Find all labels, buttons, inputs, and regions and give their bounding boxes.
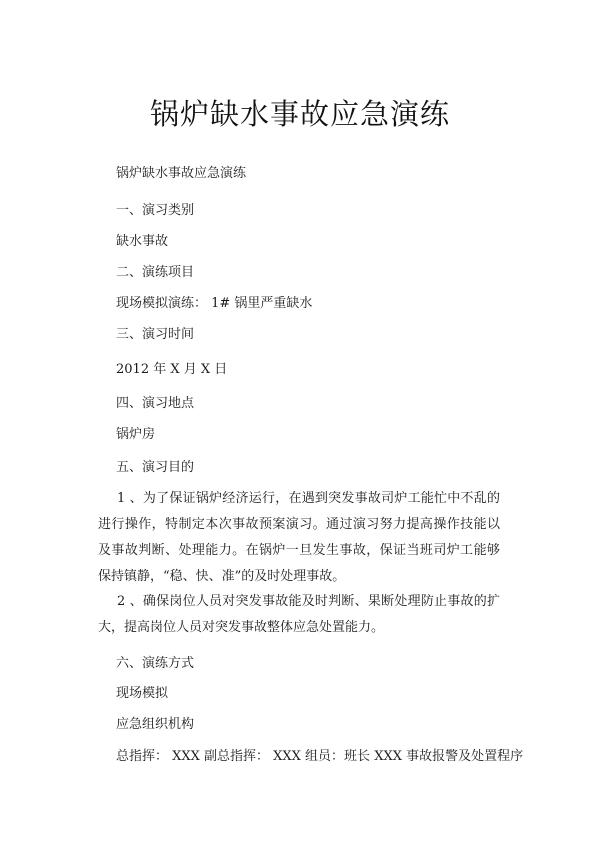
section-body-drill-method: 现场模拟 xyxy=(116,686,169,701)
section-body-drill-category: 缺水事故 xyxy=(116,234,169,249)
section-body-drill-time: 2012 年 X 月 X 日 xyxy=(116,362,228,377)
section-heading-drill-item: 二、演练项目 xyxy=(116,265,195,280)
document-subtitle: 锅炉缺水事故应急演练 xyxy=(116,166,247,181)
organization-line: 总指挥： XXX 副总指挥： XXX 组员：班长 XXX 事故报警及处置程序 xyxy=(116,749,524,764)
section-body-drill-location: 锅炉房 xyxy=(116,427,156,442)
section-heading-drill-purpose: 五、演习目的 xyxy=(116,460,195,475)
section-heading-emergency-organization: 应急组织机构 xyxy=(116,717,195,732)
section-heading-drill-category: 一、演习类别 xyxy=(116,203,195,218)
section-heading-drill-method: 六、演练方式 xyxy=(116,656,195,671)
section-body-drill-item: 现场模拟演练： 1# 锅里严重缺水 xyxy=(116,296,313,311)
section-heading-drill-time: 三、演习时间 xyxy=(116,327,195,342)
purpose-paragraph-2: 2 、确保岗位人员对突发事故能及时判断、果断处理防止事故的扩大，提高岗位人员对突发事故整体应急处置能力。 xyxy=(98,594,500,635)
document-title: 锅炉缺水事故应急演练 xyxy=(149,97,450,131)
purpose-paragraph-1: 1 、为了保证锅炉经济运行，在遇到突发事故司炉工能忙中不乱的进行操作，特制定本次事故预案演习。通过演习努力提高操作技能以及事故判断、处理能力。在锅炉一旦发生事故，保证当班司炉工能够保持镇静，“稳、快、准”的及时处理事故。 xyxy=(98,491,500,584)
section-heading-drill-location: 四、演习地点 xyxy=(116,396,195,411)
